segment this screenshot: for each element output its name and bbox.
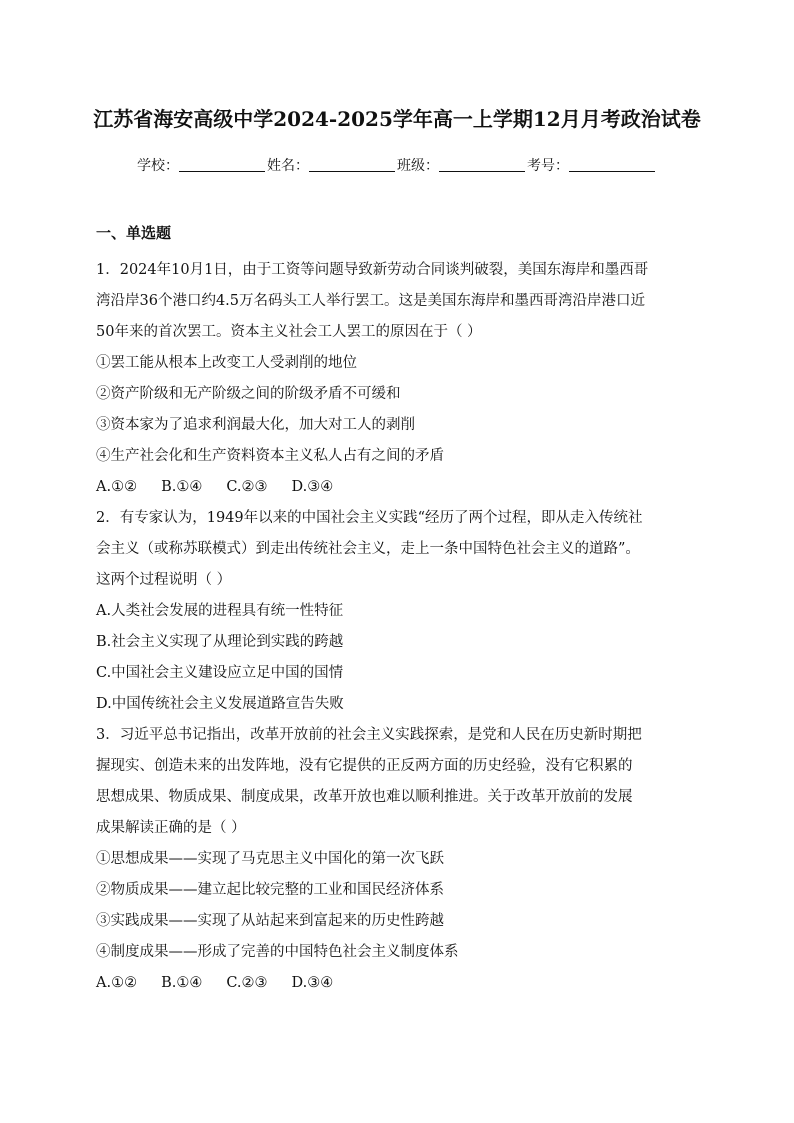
question-text: 3．习近平总书记指出，改革开放前的社会主义实践探索，是党和人民在历史新时期把 <box>96 727 642 743</box>
school-field: 学校： <box>137 155 267 175</box>
question-text: 会主义（或称苏联模式）到走出传统社会主义，走上一条中国特色社会主义的道路”。 <box>96 541 640 557</box>
option-d[interactable]: D.③④ <box>291 975 334 991</box>
question-1 <box>96 255 702 503</box>
exam-number-field: 考号： <box>527 155 657 175</box>
statement-item: ①思想成果——实现了马克思主义中国化的第一次飞跃 <box>96 851 444 867</box>
statement-item: ③资本家为了追求利润最大化，加大对工人的剥削 <box>96 417 415 433</box>
option-a[interactable]: A.①② <box>96 975 138 991</box>
section-title: 一、单选题 <box>96 224 172 242</box>
statement-item: ②资产阶级和无产阶级之间的阶级矛盾不可缓和 <box>96 386 401 402</box>
statement-item: ①罢工能从根本上改变工人受剥削的地位 <box>96 355 357 371</box>
question-text: 思想成果、物质成果、制度成果，改革开放也难以顺利推进。关于改革开放前的发展 <box>96 789 633 805</box>
question-text: 2．有专家认为，1949年以来的中国社会主义实践“经历了两个过程，即从走入传统社 <box>96 510 643 526</box>
statement-item: ②物质成果——建立起比较完整的工业和国民经济体系 <box>96 882 444 898</box>
question-text: 湾沿岸36个港口约4.5万名码头工人举行罢工。这是美国东海岸和墨西哥湾沿岸港口近 <box>96 293 646 309</box>
school-blank[interactable] <box>179 157 265 172</box>
option-b[interactable]: B.社会主义实现了从理论到实践的跨越 <box>96 634 344 650</box>
option-d[interactable]: D.中国传统社会主义发展道路宣告失败 <box>96 696 344 712</box>
question-text: 成果解读正确的是（ ） <box>96 820 246 836</box>
option-c[interactable]: C.②③ <box>226 975 268 991</box>
option-d[interactable]: D.③④ <box>291 479 334 495</box>
exam-number-blank[interactable] <box>569 157 655 172</box>
option-c[interactable]: C.②③ <box>226 479 268 495</box>
option-c[interactable]: C.中国社会主义建设应立足中国的国情 <box>96 665 344 681</box>
class-blank[interactable] <box>439 157 525 172</box>
questions <box>96 255 702 999</box>
option-b[interactable]: B.①④ <box>161 479 203 495</box>
answer-options <box>96 472 702 503</box>
page-title: 江苏省海安高级中学2024-2025学年高一上学期12月月考政治试卷 <box>93 107 701 131</box>
option-b[interactable]: B.①④ <box>161 975 203 991</box>
statement-item: ③实践成果——实现了从站起来到富起来的历史性跨越 <box>96 913 444 929</box>
student-info-row <box>0 155 794 175</box>
option-a[interactable]: A.①② <box>96 479 138 495</box>
question-text: 1．2024年10月1日，由于工资等问题导致新劳动合同谈判破裂，美国东海岸和墨西哥 <box>96 262 649 278</box>
option-a[interactable]: A.人类社会发展的进程具有统一性特征 <box>96 603 344 619</box>
answer-options <box>96 968 702 999</box>
question-2 <box>96 503 702 720</box>
name-blank[interactable] <box>309 157 395 172</box>
question-text: 握现实、创造未来的出发阵地，没有它提供的正反两方面的历史经验，没有它积累的 <box>96 758 633 774</box>
statement-item: ④生产社会化和生产资料资本主义私人占有之间的矛盾 <box>96 448 444 464</box>
name-field: 姓名： <box>267 155 397 175</box>
question-text: 这两个过程说明（ ） <box>96 572 232 588</box>
question-text: 50年来的首次罢工。资本主义社会工人罢工的原因在于（ ） <box>96 324 482 340</box>
statement-item: ④制度成果——形成了完善的中国特色社会主义制度体系 <box>96 944 459 960</box>
question-3 <box>96 720 702 999</box>
class-field: 班级： <box>397 155 527 175</box>
